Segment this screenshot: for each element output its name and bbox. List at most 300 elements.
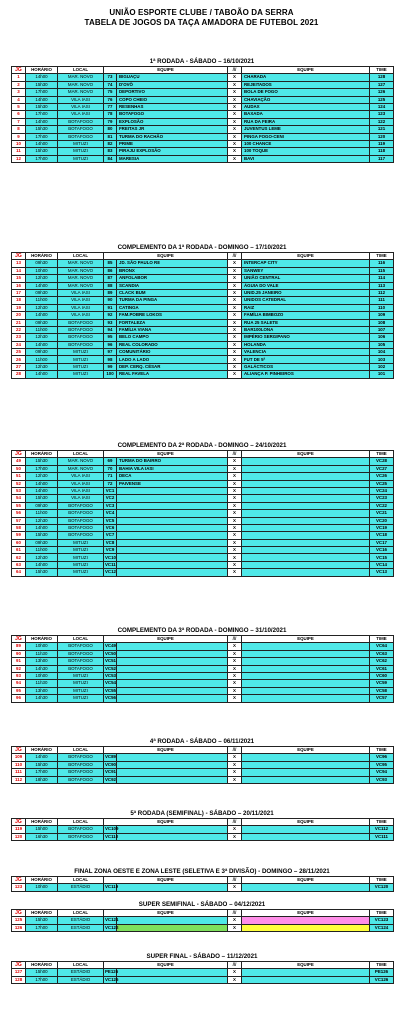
time-cell: 15h30 (26, 458, 58, 465)
versus-cell: X (228, 371, 242, 378)
team2-code-cell: 108 (370, 319, 394, 326)
round-section (11, 810, 393, 841)
team2-code-cell: 113 (370, 282, 394, 289)
team2-cell (242, 658, 370, 665)
table-row (12, 833, 394, 840)
venue-cell: ESTÁDIO (58, 884, 104, 891)
game-number-cell: 64 (12, 569, 26, 576)
team2-cell (242, 524, 370, 531)
header-team2: EQUIPE (242, 451, 370, 458)
time-cell: 17h00 (26, 89, 58, 96)
header-versus: /// (228, 877, 242, 884)
page-header (0, 8, 403, 28)
venue-cell: BOTAFOGO (58, 769, 104, 776)
header-team-time: TIME (370, 636, 394, 643)
venue-cell: MITUZI (58, 680, 104, 687)
team1-cell: DECA (117, 473, 228, 480)
table-row (12, 133, 394, 140)
time-cell: 10h00 (26, 672, 58, 679)
team2-code-cell: 120 (370, 133, 394, 140)
time-cell: 14h00 (26, 524, 58, 531)
team2-cell (242, 976, 370, 983)
header-jg: JG (12, 253, 26, 260)
time-cell: 15h30 (26, 917, 58, 924)
game-number-cell: 13 (12, 260, 26, 267)
team1-code-cell: 77 (104, 103, 117, 110)
team1-code-cell: 89 (104, 289, 117, 296)
team1-cell (117, 672, 228, 679)
venue-cell: BOTAFOGO (58, 776, 104, 783)
venue-cell: MITUZI (58, 687, 104, 694)
team1-cell (117, 969, 228, 976)
game-number-cell: 20 (12, 312, 26, 319)
team1-cell: JD. SÃO PAULO R8 (117, 260, 228, 267)
header-venue: LOCAL (58, 877, 104, 884)
time-cell: 09h30 (26, 260, 58, 267)
venue-cell: MAR. NOVO (58, 275, 104, 282)
team2-code-cell: VC21 (370, 510, 394, 517)
team2-code-cell: 118 (370, 148, 394, 155)
time-cell: 14h00 (26, 118, 58, 125)
time-cell: 15h30 (26, 103, 58, 110)
team1-code-cell: VC90 (105, 761, 116, 767)
team1-code-cell: 75 (104, 89, 117, 96)
versus-cell: X (228, 487, 242, 494)
time-cell: 12h30 (26, 554, 58, 561)
team2-cell (242, 754, 370, 761)
venue-cell: MAR. NOVO (58, 260, 104, 267)
game-number-cell: 119 (12, 826, 26, 833)
team2-code-cell: VC123 (370, 917, 394, 924)
team2-code-cell: 124 (370, 103, 394, 110)
team2-cell: FUT DE 5ª (242, 356, 370, 363)
game-number-cell: 56 (12, 510, 26, 517)
time-cell: 17h00 (26, 769, 58, 776)
team2-code-cell: VC22 (370, 502, 394, 509)
header-versus: /// (228, 747, 242, 754)
header-venue: LOCAL (58, 67, 104, 74)
time-cell: 15h30 (26, 148, 58, 155)
versus-cell: X (228, 687, 242, 694)
team1-code-cell: VC5 (104, 517, 117, 524)
team1-cell (117, 650, 228, 657)
venue-cell: MITUZI (58, 695, 104, 702)
header-versus: /// (228, 253, 242, 260)
team2-cell (242, 487, 370, 494)
team2-code-cell: VC94 (370, 769, 394, 776)
game-number-cell: 22 (12, 326, 26, 333)
venue-cell: VILA IASI (58, 487, 104, 494)
team1-cell: FAM.POBRE LOKOS (117, 312, 228, 319)
team2-code-cell: VC18 (370, 532, 394, 539)
time-cell: 13h00 (26, 658, 58, 665)
game-number-cell: 60 (12, 539, 26, 546)
venue-cell: BOTAFOGO (58, 334, 104, 341)
game-number-cell: 93 (12, 672, 26, 679)
team1-cell: REAL FAVELA (117, 371, 228, 378)
team1-code-cell: VC109 (105, 826, 119, 832)
team1-code-cell: 81 (104, 133, 117, 140)
game-number-cell: 50 (12, 465, 26, 472)
venue-cell: BOTAFOGO (58, 341, 104, 348)
team2-code-cell: 121 (370, 126, 394, 133)
table-row (12, 96, 394, 103)
versus-cell: X (228, 140, 242, 147)
team2-code-cell: VC95 (370, 761, 394, 768)
team1-code-cell: VC122 (105, 924, 119, 930)
team2-code-cell: VC120 (370, 884, 394, 891)
team1-code-cell: VC51 (105, 658, 116, 664)
venue-cell: MITUZI (58, 539, 104, 546)
table-header-row (12, 67, 394, 74)
team1-code-cell: 93 (104, 319, 117, 326)
versus-cell: X (228, 458, 242, 465)
team2-code-cell: 109 (370, 312, 394, 319)
header-team2: EQUIPE (242, 636, 370, 643)
versus-cell: X (228, 554, 242, 561)
team2-cell: 100 TOQUE (242, 148, 370, 155)
time-cell: 12h30 (26, 473, 58, 480)
team2-code-cell: 102 (370, 363, 394, 370)
versus-cell: X (228, 89, 242, 96)
team1-code-cell: VC92 (105, 776, 116, 782)
header-time: HORÁRIO (26, 877, 58, 884)
table-row (12, 924, 394, 931)
team2-cell: UNID.25 JANEIRO (242, 289, 370, 296)
versus-cell: X (228, 517, 242, 524)
team1-cell: DEP. CERQ. CÉSAR (117, 363, 228, 370)
versus-cell: X (228, 103, 242, 110)
table-row (12, 289, 394, 296)
versus-cell: X (228, 539, 242, 546)
team2-cell: HOLANDA (242, 341, 370, 348)
table-row (12, 672, 394, 679)
team2-code-cell: VC59 (370, 680, 394, 687)
team1-cell (117, 524, 228, 531)
team1-cell (117, 884, 228, 891)
time-cell: 11h30 (26, 680, 58, 687)
team2-code-cell: VC15 (370, 554, 394, 561)
table-row (12, 687, 394, 694)
venue-cell: BOTAFOGO (58, 532, 104, 539)
table-row (12, 754, 394, 761)
schedule-table (11, 635, 394, 703)
team1-code-cell: 70 (104, 465, 117, 472)
header-jg: JG (12, 819, 26, 826)
time-cell: 10h00 (26, 643, 58, 650)
team1-code-cell: 82 (104, 140, 117, 147)
team2-cell (242, 680, 370, 687)
team1-code-cell: 71 (104, 473, 117, 480)
game-number-cell: 23 (12, 334, 26, 341)
team2-code-cell: VC24 (370, 487, 394, 494)
table-row (12, 89, 394, 96)
header-time: HORÁRIO (26, 636, 58, 643)
venue-cell: MITUZI (58, 155, 104, 162)
header-team1: EQUIPE (104, 962, 228, 969)
venue-cell: ESTÁDIO (58, 924, 104, 931)
table-row (12, 356, 394, 363)
header-jg: JG (12, 636, 26, 643)
game-number-cell: 28 (12, 371, 26, 378)
versus-cell: X (228, 658, 242, 665)
time-cell: 17h00 (26, 465, 58, 472)
game-number-cell: 111 (12, 769, 26, 776)
versus-cell: X (228, 924, 242, 931)
time-cell: 14h00 (26, 754, 58, 761)
team2-code-cell: VC27 (370, 465, 394, 472)
time-cell: 13h00 (26, 687, 58, 694)
versus-cell: X (228, 349, 242, 356)
team2-code-cell: 104 (370, 349, 394, 356)
time-cell: 09h30 (26, 502, 58, 509)
team2-code-cell: VC64 (370, 643, 394, 650)
team2-code-cell: VC60 (370, 672, 394, 679)
table-row (12, 118, 394, 125)
venue-cell: MITUZI (58, 547, 104, 554)
time-cell: 15h30 (26, 126, 58, 133)
team1-code-cell: VC50 (105, 650, 116, 656)
game-number-cell: 1 (12, 74, 26, 81)
team2-cell (242, 776, 370, 783)
team2-code-cell: VC25 (370, 480, 394, 487)
game-number-cell: 125 (12, 917, 26, 924)
schedule-table (11, 876, 394, 892)
venue-cell: BOTAFOGO (58, 502, 104, 509)
team2-code-cell: 111 (370, 297, 394, 304)
team1-code-cell: VC89 (105, 754, 116, 760)
table-row (12, 458, 394, 465)
team2-code-cell: 119 (370, 140, 394, 147)
team1-cell: TURMA DO RACHÃO (117, 133, 228, 140)
venue-cell: BOTAFOGO (58, 650, 104, 657)
header-versus: /// (228, 451, 242, 458)
team1-cell (117, 569, 228, 576)
team1-code-cell: VC12 (105, 569, 116, 575)
header-team1: EQUIPE (104, 877, 228, 884)
time-cell: 17h00 (26, 976, 58, 983)
venue-cell: MAR. NOVO (58, 282, 104, 289)
team2-cell (242, 465, 370, 472)
table-row (12, 761, 394, 768)
round-title: 1ª RODADA - SÁBADO – 16/10/2021 (149, 58, 255, 65)
time-cell: 14h00 (26, 480, 58, 487)
header-time: HORÁRIO (26, 747, 58, 754)
table-header-row (12, 877, 394, 884)
team1-code-cell: 83 (104, 148, 117, 155)
team2-cell: BAXADA (242, 111, 370, 118)
team2-code-cell: 125 (370, 96, 394, 103)
header-jg: JG (12, 877, 26, 884)
table-row (12, 267, 394, 274)
table-row (12, 658, 394, 665)
team2-code-cell: 114 (370, 275, 394, 282)
team1-cell (117, 561, 228, 568)
game-number-cell: 49 (12, 458, 26, 465)
team2-code-cell: VC16 (370, 547, 394, 554)
team2-cell (242, 650, 370, 657)
team2-cell: RUA DA FEIRA (242, 118, 370, 125)
game-number-cell: 5 (12, 103, 26, 110)
team2-cell: CHARADA (242, 74, 370, 81)
team1-cell (117, 547, 228, 554)
round-title: 4ª RODADA - SÁBADO – 06/11/2021 (149, 738, 255, 745)
table-row (12, 260, 394, 267)
game-number-cell: 25 (12, 349, 26, 356)
game-number-cell: 16 (12, 282, 26, 289)
team1-cell (117, 776, 228, 783)
time-cell: 09h30 (26, 349, 58, 356)
versus-cell: X (228, 776, 242, 783)
header-time: HORÁRIO (26, 451, 58, 458)
team1-cell: COMUNITÁRIO (117, 349, 228, 356)
team1-code-cell: VC3 (104, 502, 117, 509)
table-row (12, 524, 394, 531)
team2-cell (242, 826, 370, 833)
time-cell: 17h00 (26, 111, 58, 118)
versus-cell: X (228, 111, 242, 118)
team1-cell: ANFOLABOR (117, 275, 228, 282)
team2-code-cell: VC57 (370, 695, 394, 702)
time-cell: 09h30 (26, 539, 58, 546)
team1-cell (117, 487, 228, 494)
team1-cell: EXPLOSÃO (117, 118, 228, 125)
team1-cell (117, 517, 228, 524)
team2-code-cell: VC23 (370, 495, 394, 502)
versus-cell: X (228, 260, 242, 267)
venue-cell: MITUZI (58, 363, 104, 370)
team1-code-cell: 96 (104, 341, 117, 348)
team1-code-cell: 94 (104, 326, 117, 333)
game-number-cell: 26 (12, 356, 26, 363)
table-row (12, 371, 394, 378)
table-row (12, 275, 394, 282)
round-section (11, 953, 393, 984)
team1-cell (117, 761, 228, 768)
team1-cell (117, 917, 228, 924)
time-cell: 14h00 (26, 282, 58, 289)
team1-cell (117, 502, 228, 509)
venue-cell: MAR. NOVO (58, 74, 104, 81)
round-title: SUPER SEMIFINAL - SÁBADO – 04/12/2021 (138, 901, 266, 908)
team1-cell (117, 665, 228, 672)
game-number-cell: 95 (12, 687, 26, 694)
team1-cell (117, 833, 228, 840)
venue-cell: BOTAFOGO (58, 643, 104, 650)
table-row (12, 81, 394, 88)
team2-code-cell: VC126 (370, 976, 394, 983)
team1-code-cell: VC49 (105, 643, 116, 649)
team2-code-cell: 101 (370, 371, 394, 378)
table-row (12, 465, 394, 472)
time-cell: 14h00 (26, 74, 58, 81)
team2-cell (242, 917, 370, 924)
table-header-row (12, 819, 394, 826)
header-time: HORÁRIO (26, 910, 58, 917)
team2-code-cell: 103 (370, 356, 394, 363)
versus-cell: X (228, 969, 242, 976)
table-header-row (12, 253, 394, 260)
table-row (12, 363, 394, 370)
team2-code-cell: PE126 (370, 969, 394, 976)
versus-cell: X (228, 561, 242, 568)
game-number-cell: 96 (12, 695, 26, 702)
venue-cell: BOTAFOGO (58, 524, 104, 531)
versus-cell: X (228, 532, 242, 539)
team2-cell: IMPÉRIO SERGIPANO (242, 334, 370, 341)
versus-cell: X (228, 356, 242, 363)
table-row (12, 140, 394, 147)
time-cell: 09h30 (26, 319, 58, 326)
game-number-cell: 19 (12, 304, 26, 311)
versus-cell: X (228, 761, 242, 768)
venue-cell: ESTÁDIO (58, 976, 104, 983)
header-time: HORÁRIO (26, 67, 58, 74)
table-row (12, 326, 394, 333)
header-team2: EQUIPE (242, 253, 370, 260)
game-number-cell: 89 (12, 643, 26, 650)
team1-code-cell: VC1 (104, 487, 117, 494)
venue-cell: BOTAFOGO (58, 761, 104, 768)
game-number-cell: 110 (12, 761, 26, 768)
versus-cell: X (228, 118, 242, 125)
versus-cell: X (228, 312, 242, 319)
team2-code-cell: VC13 (370, 569, 394, 576)
table-row (12, 976, 394, 983)
table-row (12, 111, 394, 118)
team2-code-cell: VC14 (370, 561, 394, 568)
venue-cell: BOTAFOGO (58, 517, 104, 524)
game-number-cell: 11 (12, 148, 26, 155)
time-cell: 11h00 (26, 510, 58, 517)
header-versus: /// (228, 636, 242, 643)
table-row (12, 502, 394, 509)
team1-code-cell: 95 (104, 334, 117, 341)
game-number-cell: 126 (12, 924, 26, 931)
team1-cell (117, 658, 228, 665)
team2-code-cell: 128 (370, 74, 394, 81)
game-number-cell: 3 (12, 89, 26, 96)
round-title: COMPLEMENTO DA 2ª RODADA - DOMINGO – 24/10/2021 (117, 442, 287, 449)
team2-code-cell: 116 (370, 260, 394, 267)
venue-cell: MAR. NOVO (58, 89, 104, 96)
header-team1: EQUIPE (104, 253, 228, 260)
header-venue: LOCAL (58, 819, 104, 826)
table-row (12, 74, 394, 81)
team2-code-cell: VC61 (370, 665, 394, 672)
header-team-time: TIME (370, 877, 394, 884)
venue-cell: MITUZI (58, 349, 104, 356)
team1-code-cell: 73 (104, 74, 117, 81)
versus-cell: X (228, 326, 242, 333)
table-row (12, 319, 394, 326)
game-number-cell: 15 (12, 275, 26, 282)
table-header-row (12, 451, 394, 458)
versus-cell: X (228, 96, 242, 103)
table-row (12, 341, 394, 348)
venue-cell: MAR. NOVO (58, 267, 104, 274)
time-cell: 15h30 (26, 761, 58, 768)
versus-cell: X (228, 547, 242, 554)
round-section (11, 738, 393, 784)
venue-cell: VILA IASI (58, 103, 104, 110)
team2-cell (242, 761, 370, 768)
team1-cell (117, 695, 228, 702)
game-number-cell: 17 (12, 289, 26, 296)
schedule-table (11, 909, 394, 932)
venue-cell: MITUZI (58, 371, 104, 378)
time-cell: 14h00 (26, 371, 58, 378)
